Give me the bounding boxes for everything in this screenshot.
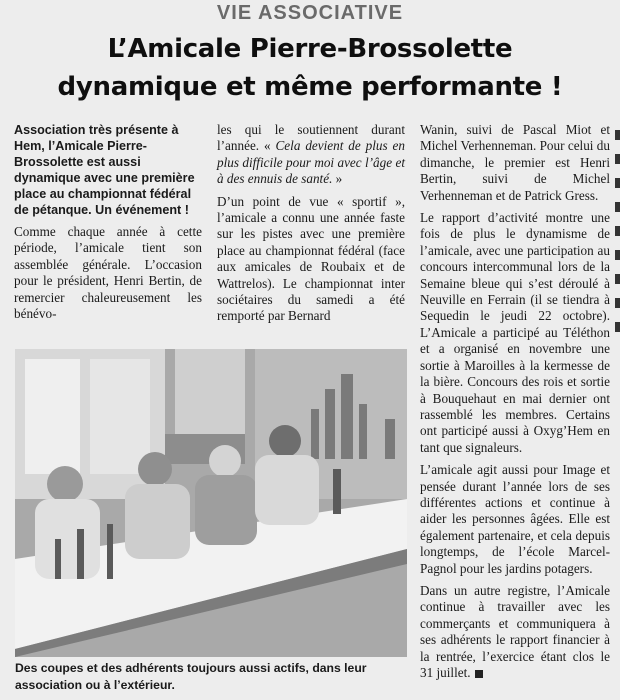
body-paragraph: Wanin, suivi de Pascal Miot et Michel Verhenneman. Pour celui du dimanche, le premier est Henri Bertin, suivi de Michel Verhenneman et de Patrick Gress. xyxy=(420,122,610,203)
body-paragraph: Comme chaque année à cette période, l’amicale tient son assemblée générale. L’occasion pour le président, Henri Bertin, de remercier chaleureusement les bénévo- xyxy=(14,224,202,322)
column-2 xyxy=(217,122,405,331)
column-3 xyxy=(420,122,610,687)
quote-text: Cela devient de plus en plus difficile pour moi avec l’âge et à des ennuis de santé. xyxy=(217,138,405,187)
body-paragraph: Le rapport d’activité montre une fois de plus le dynamisme de l’amicale, avec une participation au concours intercommunal lors de la Semaine bleue qui s’est déroulé à Neuville en Ferrain (il se tiendra à Sequedin le jeudi 22 octobre). L’Amicale a participé au Téléthon et a organisé en novembre une sortie à Maroilles à la kermesse de la bière. Concours des rois et sortie à Bouquehaut en mai dernier ont rassemblé les membres. Certains ont participé aussi à Oxyg’Hem en tant que signaleurs. xyxy=(420,210,610,455)
headline-line-1: L’Amicale Pierre-Brossolette xyxy=(107,34,513,64)
end-mark-icon xyxy=(475,670,483,678)
text-run: les qui le soutiennent durant l’année. « xyxy=(217,122,405,154)
photo-illustration xyxy=(15,349,407,657)
body-paragraph xyxy=(217,122,405,188)
body-paragraph: D’un point de vue « sportif », l’amicale a connu une année faste sur les pistes avec une première place au championnat fédéral (face aux amicales de Roubaix et de Wattrelos). Le championnat inter sociétaires du samedi a été remporté par Bernard xyxy=(217,193,405,324)
text-run: Dans un autre registre, l’Amicale continue à travailler avec les commerçants et communiquera à ses adhérents le rapport financier à la rentrée, l’exercice étant clos le 31 juillet. xyxy=(420,582,610,680)
adjacent-column-edge xyxy=(608,130,620,550)
photo-adherents-trophies xyxy=(15,349,407,657)
headline-line-2: dynamique et même performante ! xyxy=(57,72,563,102)
body-paragraph: L’amicale agit aussi pour Image et pensée durant l’année lors de ses différentes actions et continue à aider les personnes âgées. Elle est également partenaire, et cela depuis longtemps, de l’école Marcel-Pagnol pour les jardins potagers. xyxy=(420,462,610,576)
headline xyxy=(10,30,610,106)
lead-paragraph: Association très présente à Hem, l’Amicale Pierre-Brossolette est aussi dynamique avec une première place au championnat fédéral de pétanque. Un événement ! xyxy=(14,123,195,217)
body-paragraph xyxy=(420,583,610,681)
column-1 xyxy=(14,122,202,328)
photo-caption: Des coupes et des adhérents toujours aussi actifs, dans leur association ou à l’extérieur. xyxy=(15,661,367,692)
text-run: » xyxy=(332,171,343,187)
section-rubric: VIE ASSOCIATIVE xyxy=(216,2,404,24)
